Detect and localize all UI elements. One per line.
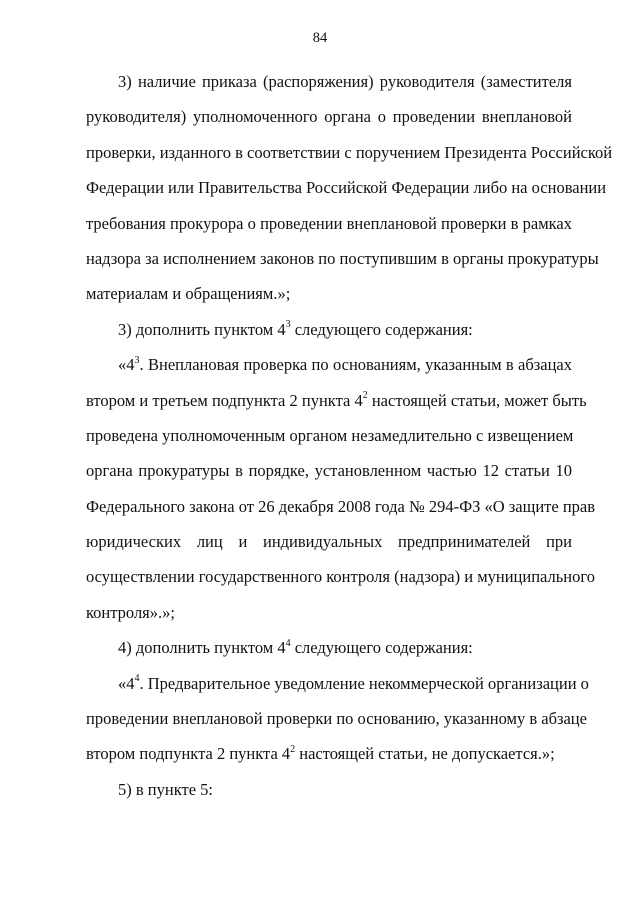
text-line: проверки, изданного в соответствии с поручением Президента Российской bbox=[86, 142, 613, 162]
paragraph-5 bbox=[86, 666, 589, 772]
paragraph-2 bbox=[86, 312, 572, 347]
text-line: Федерации или Правительства Российской Федерации либо на основании bbox=[86, 178, 607, 198]
text-line: материалам и обращениям.»; bbox=[86, 284, 291, 304]
page-number: 84 bbox=[312, 30, 328, 46]
text-line: проведении внеплановой проверки по основанию, указанному в абзаце bbox=[86, 709, 587, 729]
text-line: органа прокуратуры в порядке, установленном частью 12 статьи 10 bbox=[86, 461, 572, 481]
superscript: 4 bbox=[134, 673, 140, 685]
text-line: надзора за исполнением законов по поступившим в органы прокуратуры bbox=[86, 248, 599, 268]
text-line: руководителя) уполномоченного органа о проведении внеплановой bbox=[86, 107, 572, 127]
superscript: 4 bbox=[285, 637, 291, 649]
text-line: осуществлении государственного контроля (надзора) и муниципального bbox=[86, 567, 595, 587]
superscript: 3 bbox=[285, 319, 291, 331]
text-line: 4) дополнить пунктом $4^4$ следующего содержания: bbox=[118, 637, 473, 658]
superscript: 3 bbox=[134, 354, 140, 366]
text-line: «$4^3$. Внеплановая проверка по основаниям, указанным в абзацах bbox=[118, 354, 572, 375]
text-line: юридических лиц и индивидуальных предпринимателей при bbox=[86, 532, 572, 552]
text-line: проведена уполномоченным органом незамедлительно с извещением bbox=[86, 425, 574, 445]
document-body bbox=[86, 64, 613, 807]
text-line: Федерального закона от 26 декабря 2008 года № 294-ФЗ «О защите прав bbox=[86, 496, 596, 516]
text-line: контроля».»; bbox=[86, 602, 175, 622]
paragraph-1 bbox=[86, 64, 613, 312]
text-line: втором и третьем подпункта 2 пункта $4^2$ настоящей статьи, может быть bbox=[86, 390, 587, 410]
paragraph-6 bbox=[86, 772, 572, 807]
text-line: 3) дополнить пунктом $4^3$ следующего содержания: bbox=[118, 319, 473, 339]
text-line: «$4^4$. Предварительное уведомление некоммерческой организации о bbox=[118, 673, 589, 693]
superscript: 2 bbox=[290, 743, 296, 755]
text-line: 3) наличие приказа (распоряжения) руководителя (заместителя bbox=[118, 72, 572, 91]
text-line: втором подпункта 2 пункта $4^2$ настоящей статьи, не допускается.»; bbox=[86, 743, 555, 764]
text-line: требования прокурора о проведении внеплановой проверки в рамках bbox=[86, 213, 572, 233]
superscript: 2 bbox=[362, 390, 368, 402]
paragraph-4 bbox=[86, 630, 572, 665]
paragraph-3 bbox=[86, 347, 596, 630]
text-line: 5) в пункте 5: bbox=[118, 779, 213, 799]
